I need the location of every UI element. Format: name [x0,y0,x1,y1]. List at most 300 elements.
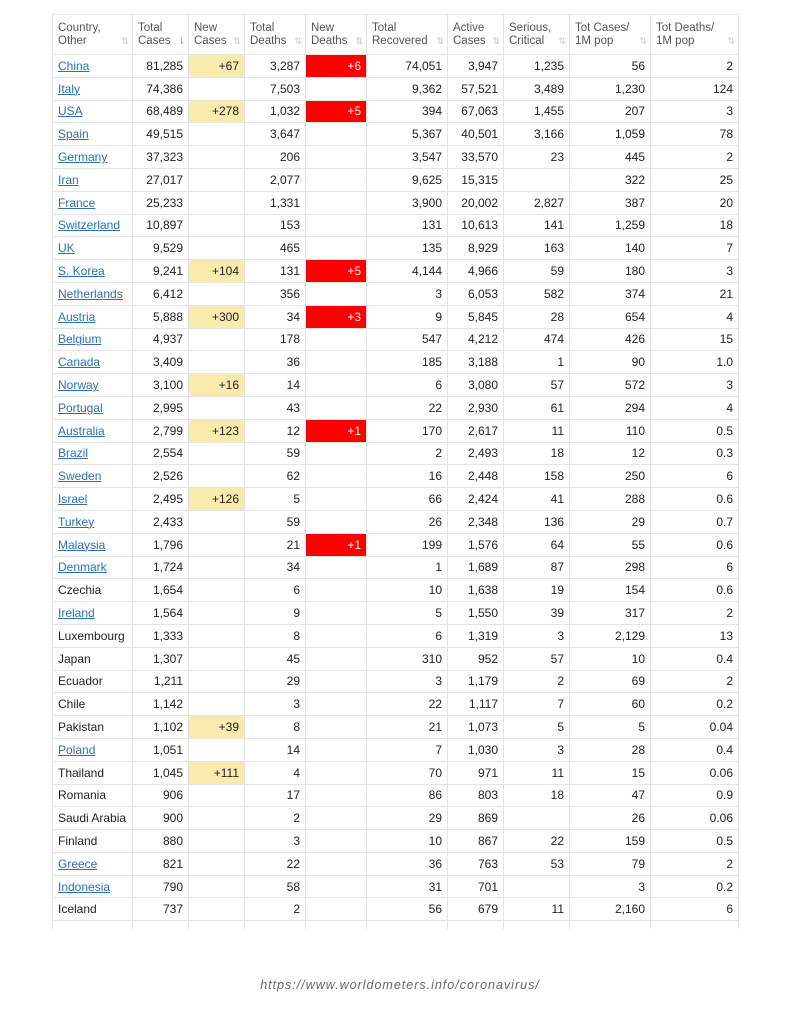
cases-per-1m-cell: 29 [570,510,651,533]
total-recovered-cell: 16 [367,465,448,488]
deaths-per-1m-cell: 2 [651,146,739,169]
country-link[interactable]: Greece [58,856,98,871]
total-deaths-cell: 2,077 [245,168,306,191]
new-cases-cell [189,191,245,214]
header-label-line2: Cases [194,34,227,47]
country-cell [53,579,133,602]
country-cell [53,738,133,761]
column-header-total-deaths[interactable] [245,15,306,55]
total-cases-cell: 3,100 [133,374,189,397]
new-cases-cell [189,784,245,807]
header-label-line2: 1M pop [656,34,695,47]
total-recovered-cell: 9,625 [367,168,448,191]
table-row [53,282,739,305]
column-header-new-cases[interactable] [189,15,245,55]
total-deaths-cell: 9 [245,602,306,625]
cases-per-1m-cell: 60 [570,693,651,716]
active-cases-cell: 1,319 [448,624,504,647]
header-label-line2: Cases [138,34,171,47]
header-label-line2: 1M pop [575,34,614,47]
serious-cell: 18 [504,784,570,807]
deaths-per-1m-cell: 0.6 [651,533,739,556]
total-recovered-cell: 6 [367,374,448,397]
table-row [53,146,739,169]
total-cases-cell: 10,897 [133,214,189,237]
cases-per-1m-cell: 445 [570,146,651,169]
country-link[interactable]: Iran [58,172,79,187]
table-row [53,784,739,807]
cases-per-1m-cell: 1,059 [570,123,651,146]
table-row [53,579,739,602]
cases-per-1m-cell: 2,129 [570,624,651,647]
new-deaths-cell [306,830,367,853]
country-link[interactable]: Malaysia [58,537,106,552]
cases-per-1m-cell: 250 [570,465,651,488]
country-name: Chile [58,697,86,712]
active-cases-cell: 763 [448,852,504,875]
header-label-line1: Total [138,21,163,34]
new-cases-cell: +111 [189,761,245,784]
new-deaths-cell [306,282,367,305]
new-cases-cell: +67 [189,55,245,78]
cases-per-1m-cell: 3 [570,875,651,898]
active-cases-cell: 20,002 [448,191,504,214]
deaths-per-1m-cell: 2 [651,852,739,875]
table-row [53,305,739,328]
new-cases-cell [189,282,245,305]
header-label-line2: Recovered [372,34,428,47]
new-cases-cell [189,830,245,853]
table-row [53,875,739,898]
country-link[interactable]: Italy [58,81,81,96]
active-cases-cell: 2,448 [448,465,504,488]
country-cell [53,602,133,625]
sort-icon[interactable]: ⇅ [492,36,499,46]
deaths-per-1m-cell: 0.9 [651,784,739,807]
deaths-per-1m-cell: 15 [651,328,739,351]
serious-cell: 1,235 [504,55,570,78]
source-url: https://www.worldometers.info/coronavirus/ [260,978,540,992]
total-recovered-cell: 5,367 [367,123,448,146]
total-deaths-cell: 62 [245,465,306,488]
total-deaths-cell: 34 [245,556,306,579]
country-cell [53,898,133,921]
table-row [53,624,739,647]
column-header-total-recovered[interactable] [367,15,448,55]
table-row [53,351,739,374]
new-deaths-cell [306,328,367,351]
table-row [53,830,739,853]
country-cell [53,419,133,442]
header-label-line1: Tot Cases/ [575,21,630,34]
column-header-new-deaths[interactable] [306,15,367,55]
country-cell [53,55,133,78]
header-row [53,15,739,55]
header-label-line2: Cases [453,34,486,47]
country-link[interactable]: France [58,195,96,210]
serious-cell: 23 [504,146,570,169]
total-deaths-cell: 29 [245,670,306,693]
country-name: Finland [58,833,98,848]
total-recovered-cell: 86 [367,784,448,807]
serious-cell: 22 [504,830,570,853]
total-cases-cell: 5,888 [133,305,189,328]
sort-icon[interactable]: ⇅ [558,36,565,46]
total-recovered-cell: 6 [367,624,448,647]
country-name: Pakistan [58,720,105,734]
country-link[interactable]: China [58,58,90,73]
empty-cell [306,921,367,929]
new-cases-cell [189,442,245,465]
total-recovered-cell: 131 [367,214,448,237]
total-deaths-cell: 2 [245,898,306,921]
serious-cell: 474 [504,328,570,351]
country-link[interactable]: Denmark [58,560,107,575]
total-cases-cell: 1,564 [133,602,189,625]
total-cases-cell: 1,142 [133,693,189,716]
total-cases-cell: 68,489 [133,100,189,123]
serious-cell: 11 [504,898,570,921]
serious-cell: 87 [504,556,570,579]
total-recovered-cell: 7 [367,738,448,761]
new-cases-cell [189,898,245,921]
new-deaths-cell [306,602,367,625]
new-cases-cell [189,168,245,191]
country-link[interactable]: Norway [58,378,99,393]
total-deaths-cell: 45 [245,647,306,670]
empty-cell [651,921,739,929]
table-row [53,693,739,716]
active-cases-cell: 952 [448,647,504,670]
table-row [53,602,739,625]
new-cases-cell: +123 [189,419,245,442]
table-row [53,214,739,237]
cases-per-1m-cell: 1,259 [570,214,651,237]
total-cases-cell: 906 [133,784,189,807]
total-deaths-cell: 14 [245,374,306,397]
total-cases-cell: 1,654 [133,579,189,602]
active-cases-cell: 3,080 [448,374,504,397]
active-cases-cell: 57,521 [448,77,504,100]
new-deaths-cell [306,191,367,214]
empty-cell [367,921,448,929]
country-cell [53,784,133,807]
serious-cell [504,875,570,898]
total-cases-cell: 737 [133,898,189,921]
country-name: Saudi Arabia [58,811,127,826]
country-link[interactable]: Ireland [58,606,95,621]
column-header-tot-cases-per-1m[interactable] [570,15,651,55]
country-cell [53,761,133,784]
cases-per-1m-cell: 69 [570,670,651,693]
total-deaths-cell: 2 [245,807,306,830]
active-cases-cell: 4,966 [448,260,504,283]
total-deaths-cell: 8 [245,716,306,739]
total-recovered-cell: 3 [367,670,448,693]
country-cell [53,77,133,100]
new-cases-cell [189,146,245,169]
total-deaths-cell: 356 [245,282,306,305]
deaths-per-1m-cell: 7 [651,237,739,260]
country-name: Romania [58,788,107,803]
sort-icon[interactable]: ⇅ [727,36,734,46]
country-link[interactable]: S. Korea [58,264,105,279]
country-link[interactable]: Netherlands [58,286,123,301]
column-header-serious-critical[interactable] [504,15,570,55]
table-row [53,328,739,351]
cases-per-1m-cell: 28 [570,738,651,761]
serious-cell: 136 [504,510,570,533]
new-deaths-cell [306,624,367,647]
serious-cell: 19 [504,579,570,602]
total-deaths-cell: 12 [245,419,306,442]
country-name: Thailand [58,765,105,780]
active-cases-cell: 701 [448,875,504,898]
country-link[interactable]: Brazil [58,446,89,461]
serious-cell: 3 [504,624,570,647]
serious-cell: 163 [504,237,570,260]
total-recovered-cell: 170 [367,419,448,442]
new-deaths-cell [306,670,367,693]
column-header-total-cases[interactable] [133,15,189,55]
sort-desc-icon[interactable]: ⇂ [177,36,184,46]
country-cell [53,488,133,511]
cases-per-1m-cell: 140 [570,237,651,260]
empty-cell [189,921,245,929]
column-header-country[interactable] [53,15,133,55]
new-cases-cell: +300 [189,305,245,328]
sort-icon[interactable]: ⇅ [355,36,362,46]
deaths-per-1m-cell: 0.6 [651,488,739,511]
deaths-per-1m-cell: 2 [651,55,739,78]
deaths-per-1m-cell: 4 [651,396,739,419]
active-cases-cell: 3,188 [448,351,504,374]
cases-per-1m-cell: 2,160 [570,898,651,921]
column-header-tot-deaths-per-1m[interactable] [651,15,739,55]
total-recovered-cell: 10 [367,830,448,853]
cases-per-1m-cell: 317 [570,602,651,625]
country-cell [53,510,133,533]
header-label-line1: Total [372,21,397,34]
column-header-active-cases[interactable] [448,15,504,55]
total-deaths-cell: 465 [245,237,306,260]
coronavirus-table [52,14,739,929]
country-link[interactable]: Israel [58,492,88,507]
table-header [53,15,739,55]
total-cases-cell: 3,409 [133,351,189,374]
table-row [53,898,739,921]
table-row [53,556,739,579]
table-row [53,419,739,442]
new-cases-cell: +104 [189,260,245,283]
country-link[interactable]: UK [58,241,75,256]
new-cases-cell [189,214,245,237]
new-deaths-cell: +1 [306,419,367,442]
total-cases-cell: 1,045 [133,761,189,784]
table-row [53,807,739,830]
table-row [53,191,739,214]
country-link[interactable]: Spain [58,127,89,142]
cases-per-1m-cell: 294 [570,396,651,419]
deaths-per-1m-cell: 21 [651,282,739,305]
new-deaths-cell: +1 [306,533,367,556]
new-cases-cell [189,807,245,830]
country-link[interactable]: Austria [58,309,96,324]
deaths-per-1m-cell: 2 [651,670,739,693]
total-cases-cell: 9,241 [133,260,189,283]
total-cases-cell: 2,495 [133,488,189,511]
serious-cell: 3 [504,738,570,761]
deaths-per-1m-cell: 0.3 [651,442,739,465]
deaths-per-1m-cell: 0.04 [651,716,739,739]
country-link[interactable]: Sweden [58,469,102,484]
country-cell [53,852,133,875]
deaths-per-1m-cell: 6 [651,898,739,921]
table-row [53,168,739,191]
country-name: Luxembourg [58,628,125,643]
table-body [53,55,739,929]
total-recovered-cell: 394 [367,100,448,123]
total-recovered-cell: 135 [367,237,448,260]
total-deaths-cell: 3,647 [245,123,306,146]
sort-icon[interactable]: ⇅ [639,36,646,46]
new-cases-cell [189,647,245,670]
serious-cell [504,807,570,830]
total-recovered-cell: 4,144 [367,260,448,283]
deaths-per-1m-cell: 0.6 [651,579,739,602]
cases-per-1m-cell: 10 [570,647,651,670]
total-deaths-cell: 178 [245,328,306,351]
active-cases-cell: 4,212 [448,328,504,351]
country-link[interactable]: Poland [58,742,96,757]
country-cell [53,465,133,488]
deaths-per-1m-cell: 0.4 [651,738,739,761]
country-cell [53,624,133,647]
cases-per-1m-cell: 79 [570,852,651,875]
active-cases-cell: 1,576 [448,533,504,556]
total-recovered-cell: 56 [367,898,448,921]
total-cases-cell: 4,937 [133,328,189,351]
sort-icon[interactable]: ⇅ [436,36,443,46]
header-label-line2: Other [58,34,87,47]
serious-cell: 11 [504,419,570,442]
total-recovered-cell: 22 [367,396,448,419]
new-deaths-cell [306,693,367,716]
total-deaths-cell: 7,503 [245,77,306,100]
cases-per-1m-cell: 288 [570,488,651,511]
active-cases-cell: 8,929 [448,237,504,260]
new-cases-cell [189,351,245,374]
new-deaths-cell [306,875,367,898]
cases-per-1m-cell: 159 [570,830,651,853]
header-label-line1: Active [453,21,485,34]
deaths-per-1m-cell: 0.2 [651,693,739,716]
country-link[interactable]: Turkey [58,514,95,529]
country-name: Iceland [58,902,97,917]
country-link[interactable]: Canada [58,355,101,370]
deaths-per-1m-cell: 3 [651,260,739,283]
serious-cell: 582 [504,282,570,305]
cases-per-1m-cell: 90 [570,351,651,374]
deaths-per-1m-cell: 0.06 [651,807,739,830]
country-link[interactable]: Australia [58,423,105,438]
total-deaths-cell: 3 [245,693,306,716]
cases-per-1m-cell: 426 [570,328,651,351]
empty-cell [133,921,189,929]
header-label-line2: Deaths [311,34,348,47]
header-label-line2: Critical [509,34,545,47]
cases-per-1m-cell: 26 [570,807,651,830]
new-cases-cell [189,602,245,625]
cases-per-1m-cell: 110 [570,419,651,442]
sort-icon[interactable]: ⇅ [233,36,240,46]
country-link[interactable]: Belgium [58,332,102,347]
cases-per-1m-cell: 55 [570,533,651,556]
country-link[interactable]: USA [58,104,83,119]
serious-cell: 18 [504,442,570,465]
country-link[interactable]: Indonesia [58,879,111,894]
country-link[interactable]: Germany [58,150,108,165]
new-deaths-cell [306,579,367,602]
table-row [53,488,739,511]
active-cases-cell: 869 [448,807,504,830]
country-cell [53,647,133,670]
deaths-per-1m-cell: 3 [651,100,739,123]
table-row [53,465,739,488]
deaths-per-1m-cell: 0.7 [651,510,739,533]
total-deaths-cell: 6 [245,579,306,602]
deaths-per-1m-cell: 0.06 [651,761,739,784]
country-cell [53,533,133,556]
empty-cell [504,921,570,929]
table-row [53,761,739,784]
total-cases-cell: 821 [133,852,189,875]
active-cases-cell: 2,493 [448,442,504,465]
deaths-per-1m-cell: 78 [651,123,739,146]
sort-icon[interactable]: ⇅ [294,36,301,46]
empty-cell [448,921,504,929]
new-deaths-cell [306,716,367,739]
country-link[interactable]: Portugal [58,400,103,415]
new-deaths-cell: +3 [306,305,367,328]
active-cases-cell: 67,063 [448,100,504,123]
total-cases-cell: 1,102 [133,716,189,739]
active-cases-cell: 971 [448,761,504,784]
cases-per-1m-cell: 15 [570,761,651,784]
new-cases-cell: +39 [189,716,245,739]
country-cell [53,670,133,693]
total-cases-cell: 74,386 [133,77,189,100]
country-link[interactable]: Switzerland [58,218,121,233]
total-cases-cell: 6,412 [133,282,189,305]
new-deaths-cell [306,510,367,533]
table-row [53,374,739,397]
empty-cell [570,921,651,929]
serious-cell: 11 [504,761,570,784]
deaths-per-1m-cell: 6 [651,465,739,488]
new-deaths-cell [306,488,367,511]
active-cases-cell: 679 [448,898,504,921]
total-deaths-cell: 34 [245,305,306,328]
sort-icon[interactable]: ⇅ [121,36,128,46]
total-deaths-cell: 59 [245,510,306,533]
total-recovered-cell: 10 [367,579,448,602]
new-cases-cell: +126 [189,488,245,511]
serious-cell: 57 [504,374,570,397]
new-deaths-cell [306,647,367,670]
serious-cell [504,168,570,191]
country-cell [53,875,133,898]
